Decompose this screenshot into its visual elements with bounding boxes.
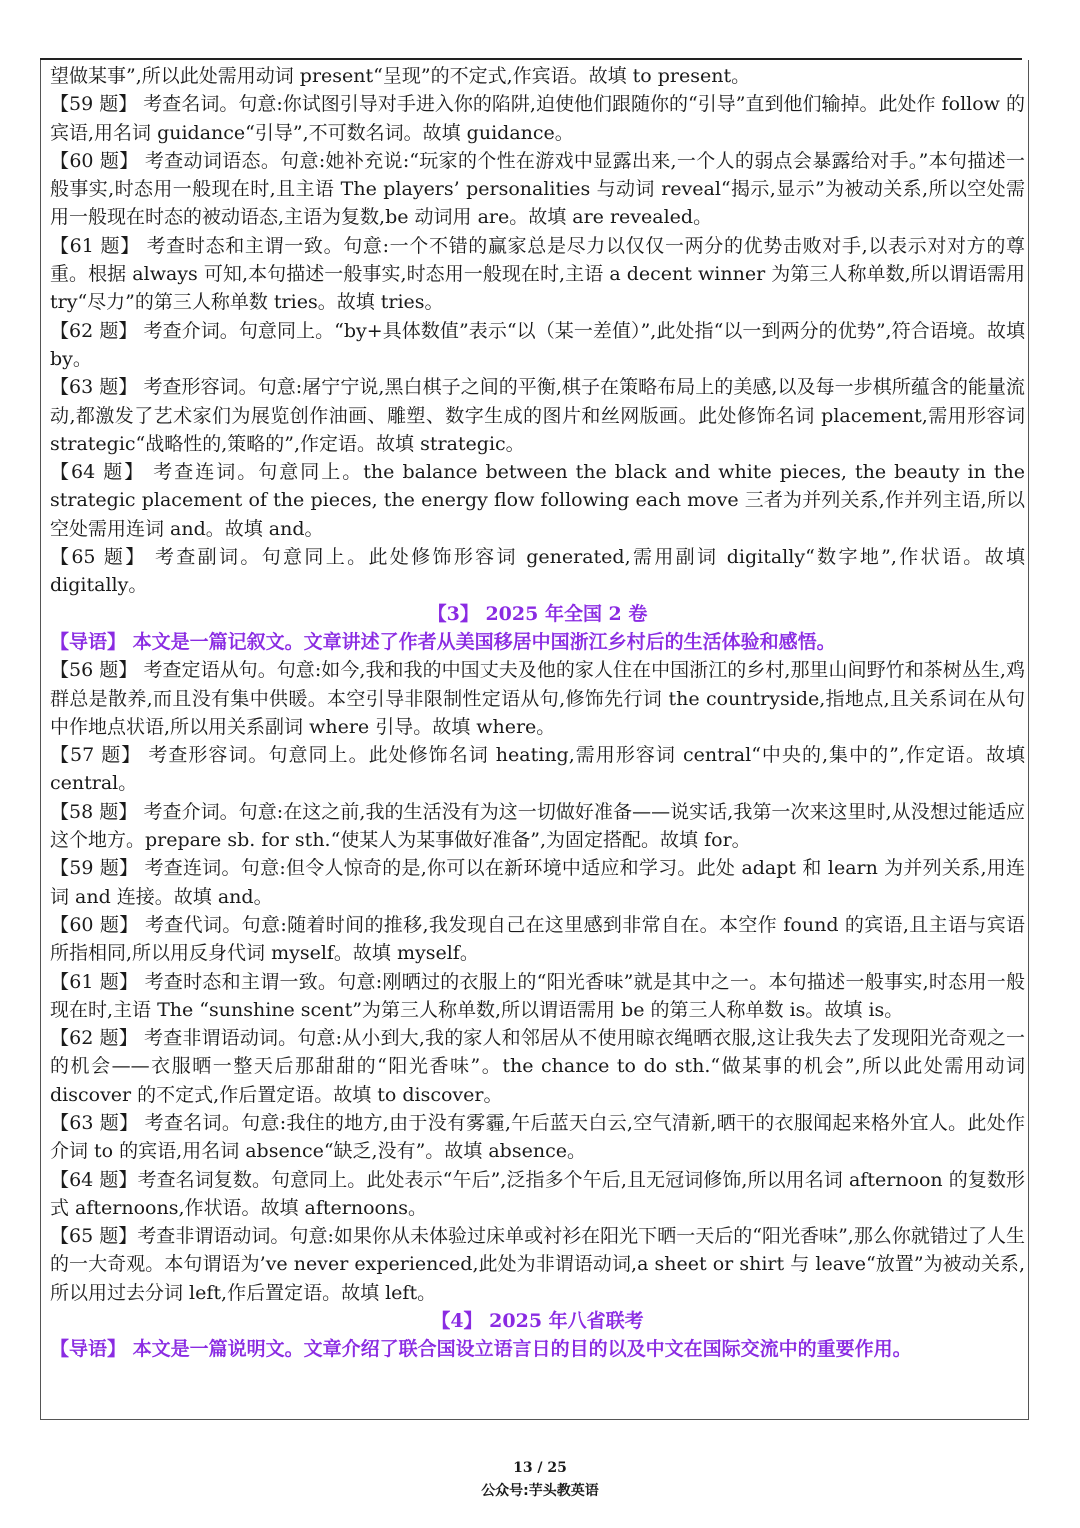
answer-paragraph: 【64 题】 考查连词。句意同上。the balance between the black and white pieces, the beauty in the strategic placement of the pieces, the energy flow following each move 三者为并列关系,作并列主语,所以空处需用连词 and。故填 and。 [50, 461, 1025, 540]
answer-paragraph: 【63 题】 考查形容词。句意:屠宁宁说,黑白棋子之间的平衡,棋子在策略布局上的美感,以及每一步棋所蕴含的能量流动,都激发了艺术家们为展览创作油画、雕塑、数字生成的图片和丝网版画。此处修饰名词 placement,需用形容词 strategic“战略性的,策略的”,作定语。故填 strategic。 [50, 376, 1025, 455]
answer-paragraph: 【59 题】 考查名词。句意:你试图引导对手进入你的陷阱,迫使他们跟随你的“引导”直到他们输掉。此处作 follow 的宾语,用名词 guidance“引导”,不可数名词。故填 guidance。 [50, 93, 1025, 144]
answer-paragraph: 【63 题】 考查名词。句意:我住的地方,由于没有雾霾,午后蓝天白云,空气清新,晒干的衣服闻起来格外宜人。此处作介词 to 的宾语,用名词 absence“缺乏,没有”。故填 absence。 [50, 1111, 1025, 1163]
answer-paragraph: 【56 题】 考查定语从句。句意:如今,我和我的中国丈夫及他的家人住在中国浙江的乡村,那里山间野竹和茶树丛生,鸡群总是散养,而且没有集中供暖。本空引导非限制性定语从句,修饰先行词 the countryside,指地点,且关系词在从句中作地点状语,所以用关系副词 where 引导。故填 where。 [50, 659, 1025, 738]
page-content [50, 62, 1025, 1364]
answer-paragraph: 【61 题】 考查时态和主谓一致。句意:刚晒过的衣服上的“阳光香味”就是其中之一。本句描述一般事实,时态用一般现在时,主语 The “sunshine scent”为第三人称单数,所以谓语需用 be 的第三人称单数 is。故填 is。 [50, 970, 1025, 1021]
answer-paragraph: 【59 题】 考查连词。句意:但令人惊奇的是,你可以在新环境中适应和学习。此处 adapt 和 learn 为并列关系,用连词 and 连接。故填 and。 [50, 857, 1025, 908]
section-title: 【4】 2025 年八省联考 [431, 1310, 644, 1333]
answer-paragraph: 望做某事”,所以此处需用动词 present“呈现”的不定式,作宾语。故填 to present。 [50, 65, 751, 87]
answer-paragraph: 【57 题】 考查形容词。句意同上。此处修饰名词 heating,需用形容词 central“中央的,集中的”,作定语。故填 central。 [50, 744, 1025, 795]
answer-paragraph: 【62 题】 考查介词。句意同上。“by+具体数值”表示“以（某一差值）”,此处指“以一到两分的优势”,符合语境。故填 by。 [50, 319, 1025, 370]
answer-paragraph: 【65 题】考查非谓语动词。句意:如果你从未体验过床单或衬衫在阳光下晒一天后的“阳光香味”,那么你就错过了人生的一大奇观。本句谓语为’ve never experienced,此处为非谓语动词,a sheet or shirt 与 leave“放置”为被动关系,所以用过去分词 left,作后置定语。故填 left。 [50, 1225, 1025, 1304]
answer-paragraph: 【65 题】 考查副词。句意同上。此处修饰形容词 generated,需用副词 digitally“数字地”,作状语。故填 digitally。 [50, 546, 1025, 597]
answer-paragraph: 【58 题】 考查介词。句意:在这之前,我的生活没有为这一切做好准备——说实话,我第一次来这里时,从没想过能适应这个地方。prepare sb. for sth.“使某人为某事做好准备”,为固定搭配。故填 for。 [50, 800, 1025, 852]
answer-paragraph: 【60 题】 考查动词语态。句意:她补充说:“玩家的个性在游戏中显露出来,一个人的弱点会暴露给对手。”本句描述一般事实,时态用一般现在时,且主语 The players’ personalities 与动词 reveal“揭示,显示”为被动关系,所以空处需用一般现在时态的被动语态,主语为复数,be 动词用 are。故填 are revealed。 [50, 149, 1025, 229]
section-title: 【3】 2025 年全国 2 卷 [427, 602, 648, 625]
answer-paragraph: 【64 题】考查名词复数。句意同上。此处表示“午后”,泛指多个午后,且无冠词修饰,所以用名词 afternoon 的复数形式 afternoons,作状语。故填 afternoons。 [50, 1168, 1025, 1219]
section-guide: 【导语】 本文是一篇记叙文。文章讲述了作者从美国移居中国浙江乡村后的生活体验和感悟。 [50, 630, 836, 653]
footer-source: 公众号:芋头教英语 [481, 1483, 599, 1499]
answer-paragraph: 【60 题】 考查代词。句意:随着时间的推移,我发现自己在这里感到非常自在。本空作 found 的宾语,且主语与宾语所指相同,所以用反身代词 myself。故填 myself。 [50, 913, 1025, 965]
section-guide: 【导语】 本文是一篇说明文。文章介绍了联合国设立语言日的目的以及中文在国际交流中的重要作用。 [50, 1338, 912, 1361]
answer-paragraph: 【62 题】 考查非谓语动词。句意:从小到大,我的家人和邻居从不使用晾衣绳晒衣服,这让我失去了发现阳光奇观之一的机会——衣服晒一整天后那甜甜的“阳光香味”。the chance to do sth.“做某事的机会”,所以此处需用动词 discover 的不定式,作后置定语。故填 to discover。 [50, 1027, 1025, 1106]
page-number: 13 / 25 [513, 1460, 567, 1476]
answer-paragraph: 【61 题】 考查时态和主谓一致。句意:一个不错的赢家总是尽力以仅仅一两分的优势击败对手,以表示对对方的尊重。根据 always 可知,本句描述一般事实,时态用一般现在时,主语 a decent winner 为第三人称单数,所以谓语需用 try“尽力”的第三人称单数 tries。故填 tries。 [50, 234, 1025, 314]
